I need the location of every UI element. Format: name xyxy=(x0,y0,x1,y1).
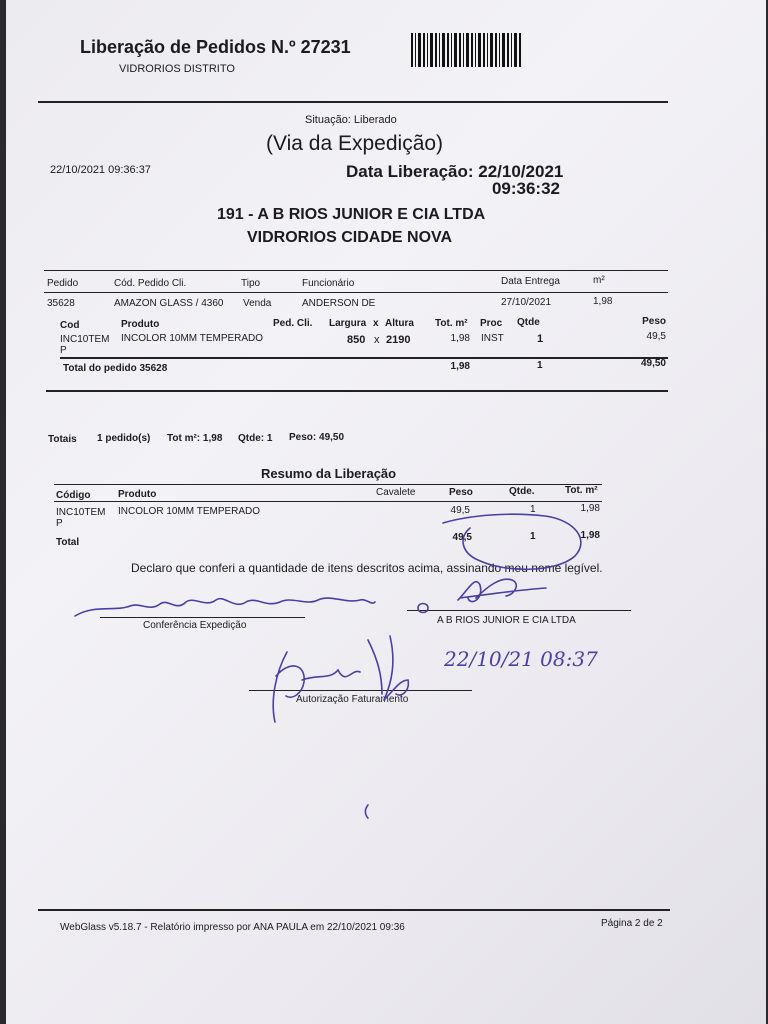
handwritten-date: 22/10/21 08:37 xyxy=(444,647,598,671)
item-x: x xyxy=(374,334,380,346)
release-time: 09:36:32 xyxy=(491,179,560,198)
divider xyxy=(38,101,668,103)
client-name: 191 - A B RIOS JUNIOR E CIA LTDA xyxy=(217,206,486,223)
summary-col-cavalete: Cavalete xyxy=(376,487,416,498)
order-total-weight: 49,50 xyxy=(640,358,666,369)
order-m2: 1,98 xyxy=(593,296,613,307)
store-name: VIDRORIOS CIDADE NOVA xyxy=(247,229,453,246)
item-quantity: 1 xyxy=(537,333,544,345)
totals-label: Totais xyxy=(48,434,77,445)
totals-weight: Peso: 49,50 xyxy=(289,432,345,443)
summary-item-product: INCOLOR 10MM TEMPERADO xyxy=(118,506,261,517)
summary-col-tot-m2: Tot. m² xyxy=(565,485,598,496)
delivery-date: 27/10/2021 xyxy=(501,297,552,308)
conference-label: Conferência Expedição xyxy=(143,620,247,631)
barcode-icon xyxy=(411,33,523,67)
summary-title: Resumo da Liberação xyxy=(261,466,397,481)
summary-item-code: INC10TEM xyxy=(56,507,106,518)
totals-qtde: Qtde: 1 xyxy=(238,433,273,444)
divider xyxy=(54,501,602,502)
summary-item-weight: 49,5 xyxy=(450,505,470,516)
signature-line xyxy=(249,690,472,691)
divider xyxy=(54,484,602,485)
order-total-label: Total do pedido 35628 xyxy=(63,363,168,374)
document-title: Liberação de Pedidos N.º 27231 xyxy=(80,37,351,57)
summary-item-qtde: 1 xyxy=(530,504,536,515)
divider xyxy=(60,357,668,359)
item-height: 2190 xyxy=(386,334,411,346)
col-header-data-entrega: Data Entrega xyxy=(501,276,560,287)
order-type: Venda xyxy=(243,298,272,309)
totals-m2: Tot m²: 1,98 xyxy=(167,433,223,444)
order-total-qtde: 1 xyxy=(537,360,543,371)
divider xyxy=(44,292,668,293)
col-header-cod-pedido-cli: Cód. Pedido Cli. xyxy=(114,278,187,289)
item-m2: 1,98 xyxy=(450,333,470,344)
client-signature-label: A B RIOS JUNIOR E CIA LTDA xyxy=(437,615,576,626)
col-header-x: x xyxy=(373,318,379,329)
col-header-pedido: Pedido xyxy=(47,278,79,289)
col-header-ped-cli: Ped. Cli. xyxy=(273,318,313,329)
summary-total-qtde: 1 xyxy=(530,531,536,542)
col-header-tipo: Tipo xyxy=(241,278,261,289)
item-product: INCOLOR 10MM TEMPERADO xyxy=(121,333,264,344)
summary-col-produto: Produto xyxy=(118,489,157,500)
printed-timestamp: 22/10/2021 09:36:37 xyxy=(50,164,151,176)
col-header-funcionario: Funcionário xyxy=(302,278,355,289)
client-order-code: AMAZON GLASS / 4360 xyxy=(114,298,224,309)
col-header-cod: Cod xyxy=(60,320,80,331)
authorization-label: Autorização Faturamento xyxy=(296,694,409,705)
col-header-altura: Altura xyxy=(385,318,414,329)
employee-name: ANDERSON DE xyxy=(302,298,376,309)
divider xyxy=(38,909,670,911)
summary-col-peso: Peso xyxy=(449,487,473,498)
summary-col-qtde: Qtde. xyxy=(509,486,535,497)
totals-orders: 1 pedido(s) xyxy=(97,433,151,444)
status-text: Situação: Liberado xyxy=(305,114,397,126)
summary-col-codigo: Código xyxy=(56,490,91,501)
col-header-largura: Largura xyxy=(329,318,367,329)
col-header-produto: Produto xyxy=(121,319,160,330)
order-total-m2: 1,98 xyxy=(450,361,470,372)
order-number: 35628 xyxy=(47,298,75,309)
summary-total-m2: 1,98 xyxy=(580,530,600,541)
copy-type: (Via da Expedição) xyxy=(266,132,444,155)
signature-line xyxy=(100,617,305,618)
summary-item-m2: 1,98 xyxy=(580,503,600,514)
item-weight: 49,5 xyxy=(646,331,666,342)
divider xyxy=(46,390,668,392)
summary-total-label: Total xyxy=(56,537,80,548)
col-header-m2: m² xyxy=(593,275,605,286)
col-header-tot-m2: Tot. m² xyxy=(435,318,468,329)
item-code-wrap: P xyxy=(60,345,67,356)
company-name: VIDRORIOS DISTRITO xyxy=(119,63,235,75)
signature-line xyxy=(407,610,631,611)
declaration-text: Declaro que conferi a quantidade de itens descritos acima, assinando meu nome legível. xyxy=(131,561,603,575)
footer-report-info: WebGlass v5.18.7 - Relatório impresso por ANA PAULA em 22/10/2021 09:36 xyxy=(60,922,405,933)
summary-total-weight: 49,5 xyxy=(452,532,472,543)
col-header-qtde: Qtde xyxy=(517,317,540,328)
item-code: INC10TEM xyxy=(60,334,110,345)
release-date: Data Liberação: 22/10/2021 xyxy=(346,162,564,181)
item-process: INST xyxy=(481,333,504,344)
divider xyxy=(44,270,668,271)
page-number: Página 2 de 2 xyxy=(601,918,663,929)
col-header-proc: Proc xyxy=(480,318,503,329)
col-header-peso: Peso xyxy=(642,316,666,327)
item-width: 850 xyxy=(347,334,366,346)
summary-item-code-wrap: P xyxy=(56,518,63,529)
